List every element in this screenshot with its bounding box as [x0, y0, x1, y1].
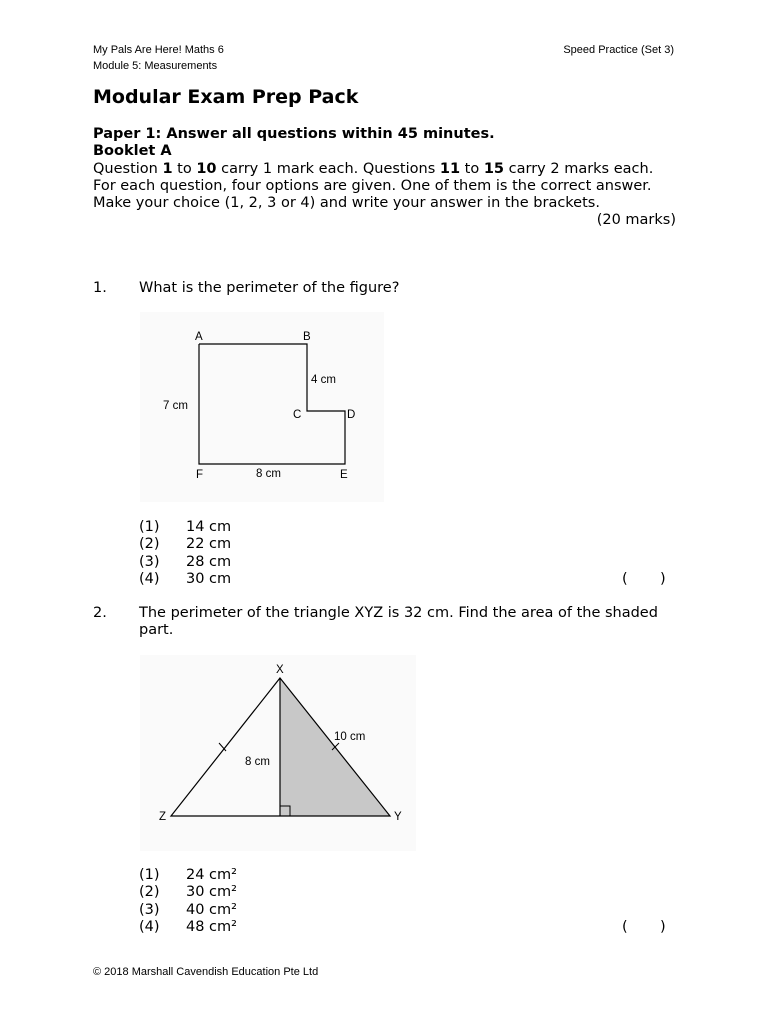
question-text: What is the perimeter of the figure?: [139, 280, 400, 296]
option-value: 30 cm: [186, 570, 232, 587]
text-part: carry 1 mark each. Questions: [216, 160, 440, 177]
bracket-open: (: [622, 571, 628, 587]
option-number: (3): [139, 901, 160, 918]
option: [139, 884, 237, 901]
text-part: Question: [93, 160, 163, 177]
text-part: 1: [162, 160, 173, 177]
option-value: 48 cm²: [186, 918, 237, 935]
text-part: 10: [196, 160, 217, 177]
option-value: 14 cm: [186, 519, 232, 535]
vertex-a-label: A: [195, 331, 203, 343]
option-number: (2): [139, 536, 160, 553]
option-number: (3): [139, 553, 160, 570]
bracket-close: ): [660, 571, 666, 587]
vertex-y-label: Y: [394, 811, 402, 823]
figure-q2: [140, 655, 416, 851]
option-value: 24 cm²: [186, 867, 237, 883]
option-number: (1): [139, 867, 160, 883]
text-part: 11: [439, 160, 461, 177]
options-q1: [139, 519, 231, 588]
instructions: [93, 126, 676, 230]
option-number: (1): [139, 519, 160, 535]
choice-instruction: Make your choice (1, 2, 3 or 4) and write your answer in the brackets.: [93, 195, 600, 212]
height-length: 8 cm: [245, 756, 270, 768]
side-af-length: 7 cm: [163, 400, 188, 412]
l-shape-diagram: [140, 312, 384, 502]
side-fe-length: 8 cm: [256, 468, 281, 480]
triangle-diagram: [140, 655, 416, 851]
side-bc-length: 4 cm: [311, 374, 336, 386]
options-instruction: For each question, four options are given. One of them is the correct answer.: [93, 177, 652, 194]
copyright-footer: © 2018 Marshall Cavendish Education Pte Ltd: [93, 966, 319, 978]
booklet-label: Booklet A: [93, 143, 172, 160]
answer-bracket-q1[interactable]: [622, 571, 698, 587]
vertex-d-label: D: [347, 409, 356, 421]
vertex-e-label: E: [340, 469, 348, 481]
text-part: to: [172, 160, 197, 177]
bracket-close: ): [660, 919, 666, 935]
text-part: 15: [483, 160, 505, 177]
book-title: My Pals Are Here! Maths 6: [93, 44, 224, 56]
option: [139, 902, 237, 919]
page-title: Modular Exam Prep Pack: [93, 86, 359, 108]
practice-set-label: Speed Practice (Set 3): [563, 44, 674, 56]
vertex-x-label: X: [276, 664, 284, 676]
question-number: 1.: [93, 280, 107, 296]
option: [139, 571, 231, 588]
vertex-z-label: Z: [159, 811, 167, 823]
figure-q1: [140, 312, 384, 502]
marks-instruction: [93, 161, 676, 178]
option-value: 40 cm²: [186, 901, 237, 918]
option-number: (4): [139, 570, 160, 587]
header-left: [93, 42, 224, 74]
option-value: 28 cm: [186, 553, 232, 570]
option-number: (2): [139, 884, 160, 901]
text-part: carry 2 marks each.: [504, 160, 654, 177]
option: [139, 536, 231, 553]
question-text: The perimeter of the triangle XYZ is 32 cm. Find the area of the shaded part.: [139, 605, 658, 639]
vertex-b-label: B: [303, 331, 311, 343]
option: [139, 867, 237, 884]
question-number: 2.: [93, 605, 107, 621]
option-value: 30 cm²: [186, 884, 237, 901]
vertex-c-label: C: [293, 409, 302, 421]
side-xy-length: 10 cm: [334, 731, 366, 743]
option: [139, 519, 231, 536]
option-value: 22 cm: [186, 536, 232, 553]
option: [139, 554, 231, 571]
l-shape-outline: [199, 344, 345, 464]
answer-bracket-q2[interactable]: [622, 919, 698, 935]
paper-instruction: Paper 1: Answer all questions within 45 minutes.: [93, 126, 495, 142]
option-number: (4): [139, 918, 160, 935]
option: [139, 919, 237, 936]
bracket-open: (: [622, 919, 628, 935]
total-marks: (20 marks): [596, 212, 676, 229]
options-q2: [139, 867, 237, 936]
module-title: Module 5: Measurements: [93, 60, 218, 72]
text-part: to: [460, 160, 484, 177]
vertex-f-label: F: [196, 469, 204, 481]
